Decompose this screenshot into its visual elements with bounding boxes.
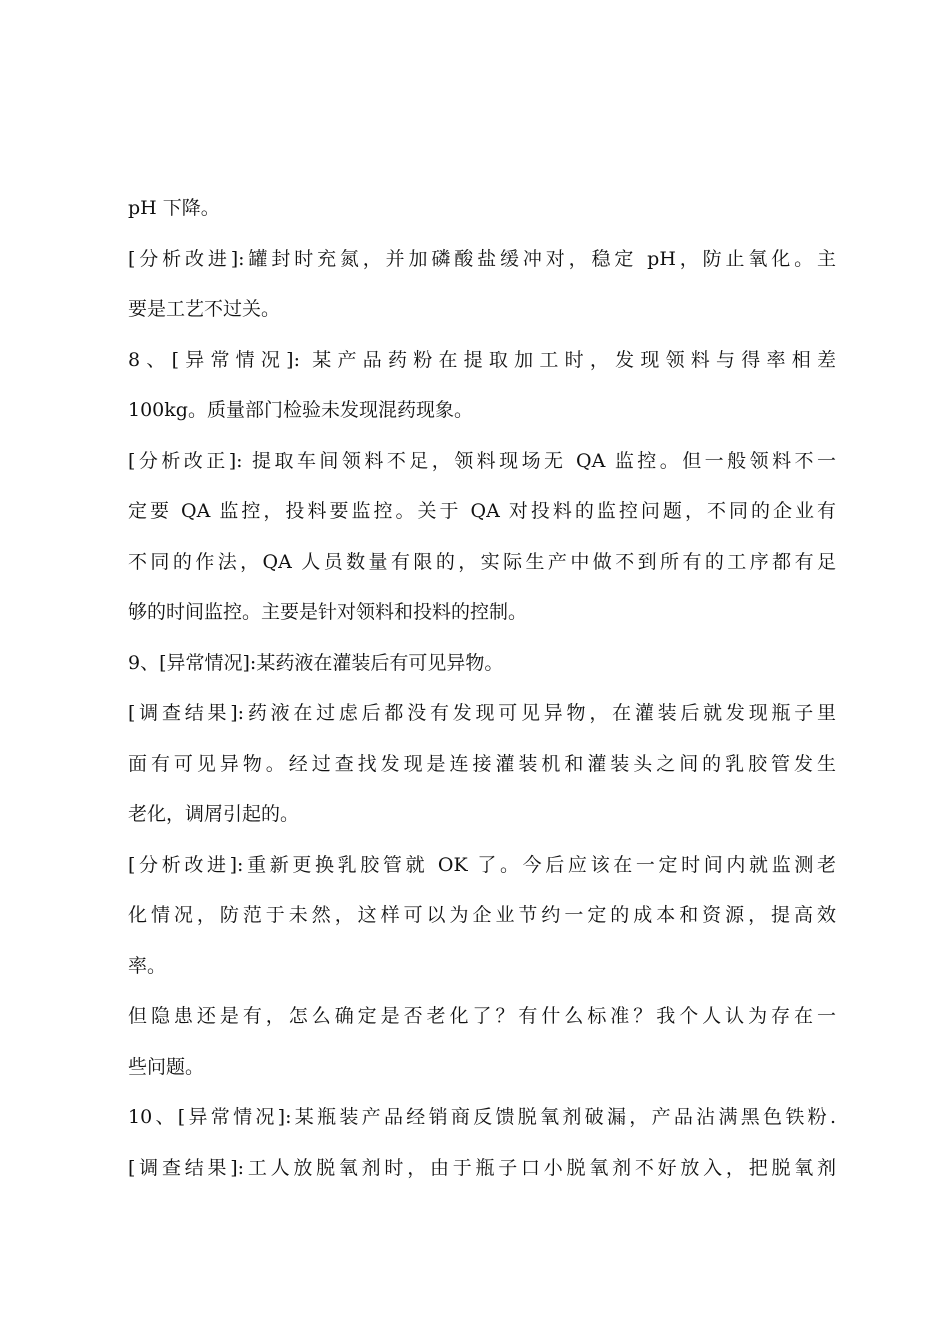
text-line: [分析改进]:罐封时充氮，并加磷酸盐缓冲对，稳定 pH，防止氧化。主 xyxy=(128,247,836,270)
text-line: pH 下降。 xyxy=(128,197,220,219)
text-line: 些问题。 xyxy=(128,1055,205,1078)
text-line: 100kg。质量部门检验未发现混药现象。 xyxy=(128,399,473,421)
document-body xyxy=(128,183,836,1193)
text-line: [分析改正]: 提取车间领料不足，领料现场无 QA 监控。但一般领料不一 xyxy=(128,449,836,472)
text-line: 不同的作法，QA 人员数量有限的，实际生产中做不到所有的工序都有足 xyxy=(128,550,836,573)
text-line: 定要 QA 监控，投料要监控。关于 QA 对投料的监控问题，不同的企业有 xyxy=(128,500,836,522)
text-line: 率。 xyxy=(128,954,167,977)
text-line: [分析改进]:重新更换乳胶管就 OK 了。今后应该在一定时间内就监测老 xyxy=(128,853,836,876)
text-line: 要是工艺不过关。 xyxy=(128,298,281,320)
text-line: 但隐患还是有，怎么确定是否老化了？有什么标准？我个人认为存在一 xyxy=(128,1005,836,1027)
text-line: 8、[异常情况]: 某产品药粉在提取加工时，发现领料与得率相差 xyxy=(128,348,836,371)
text-line: 老化，调屑引起的。 xyxy=(128,803,300,825)
text-line: [调查结果]:工人放脱氧剂时，由于瓶子口小脱氧剂不好放入，把脱氧剂 xyxy=(128,1156,836,1179)
text-line: 够的时间监控。主要是针对领料和投料的控制。 xyxy=(128,601,528,623)
text-line: 化情况，防范于未然，这样可以为企业节约一定的成本和资源，提高效 xyxy=(128,904,836,926)
text-line: 10、[异常情况]:某瓶装产品经销商反馈脱氧剂破漏，产品沾满黑色铁粉. xyxy=(128,1106,836,1128)
text-line: [调查结果]:药液在过虑后都没有发现可见异物，在灌装后就发现瓶子里 xyxy=(128,702,836,724)
text-line: 面有可见异物。经过查找发现是连接灌装机和灌装头之间的乳胶管发生 xyxy=(128,752,836,775)
text-line: 9、[异常情况]:某药液在灌装后有可见异物。 xyxy=(128,651,504,674)
